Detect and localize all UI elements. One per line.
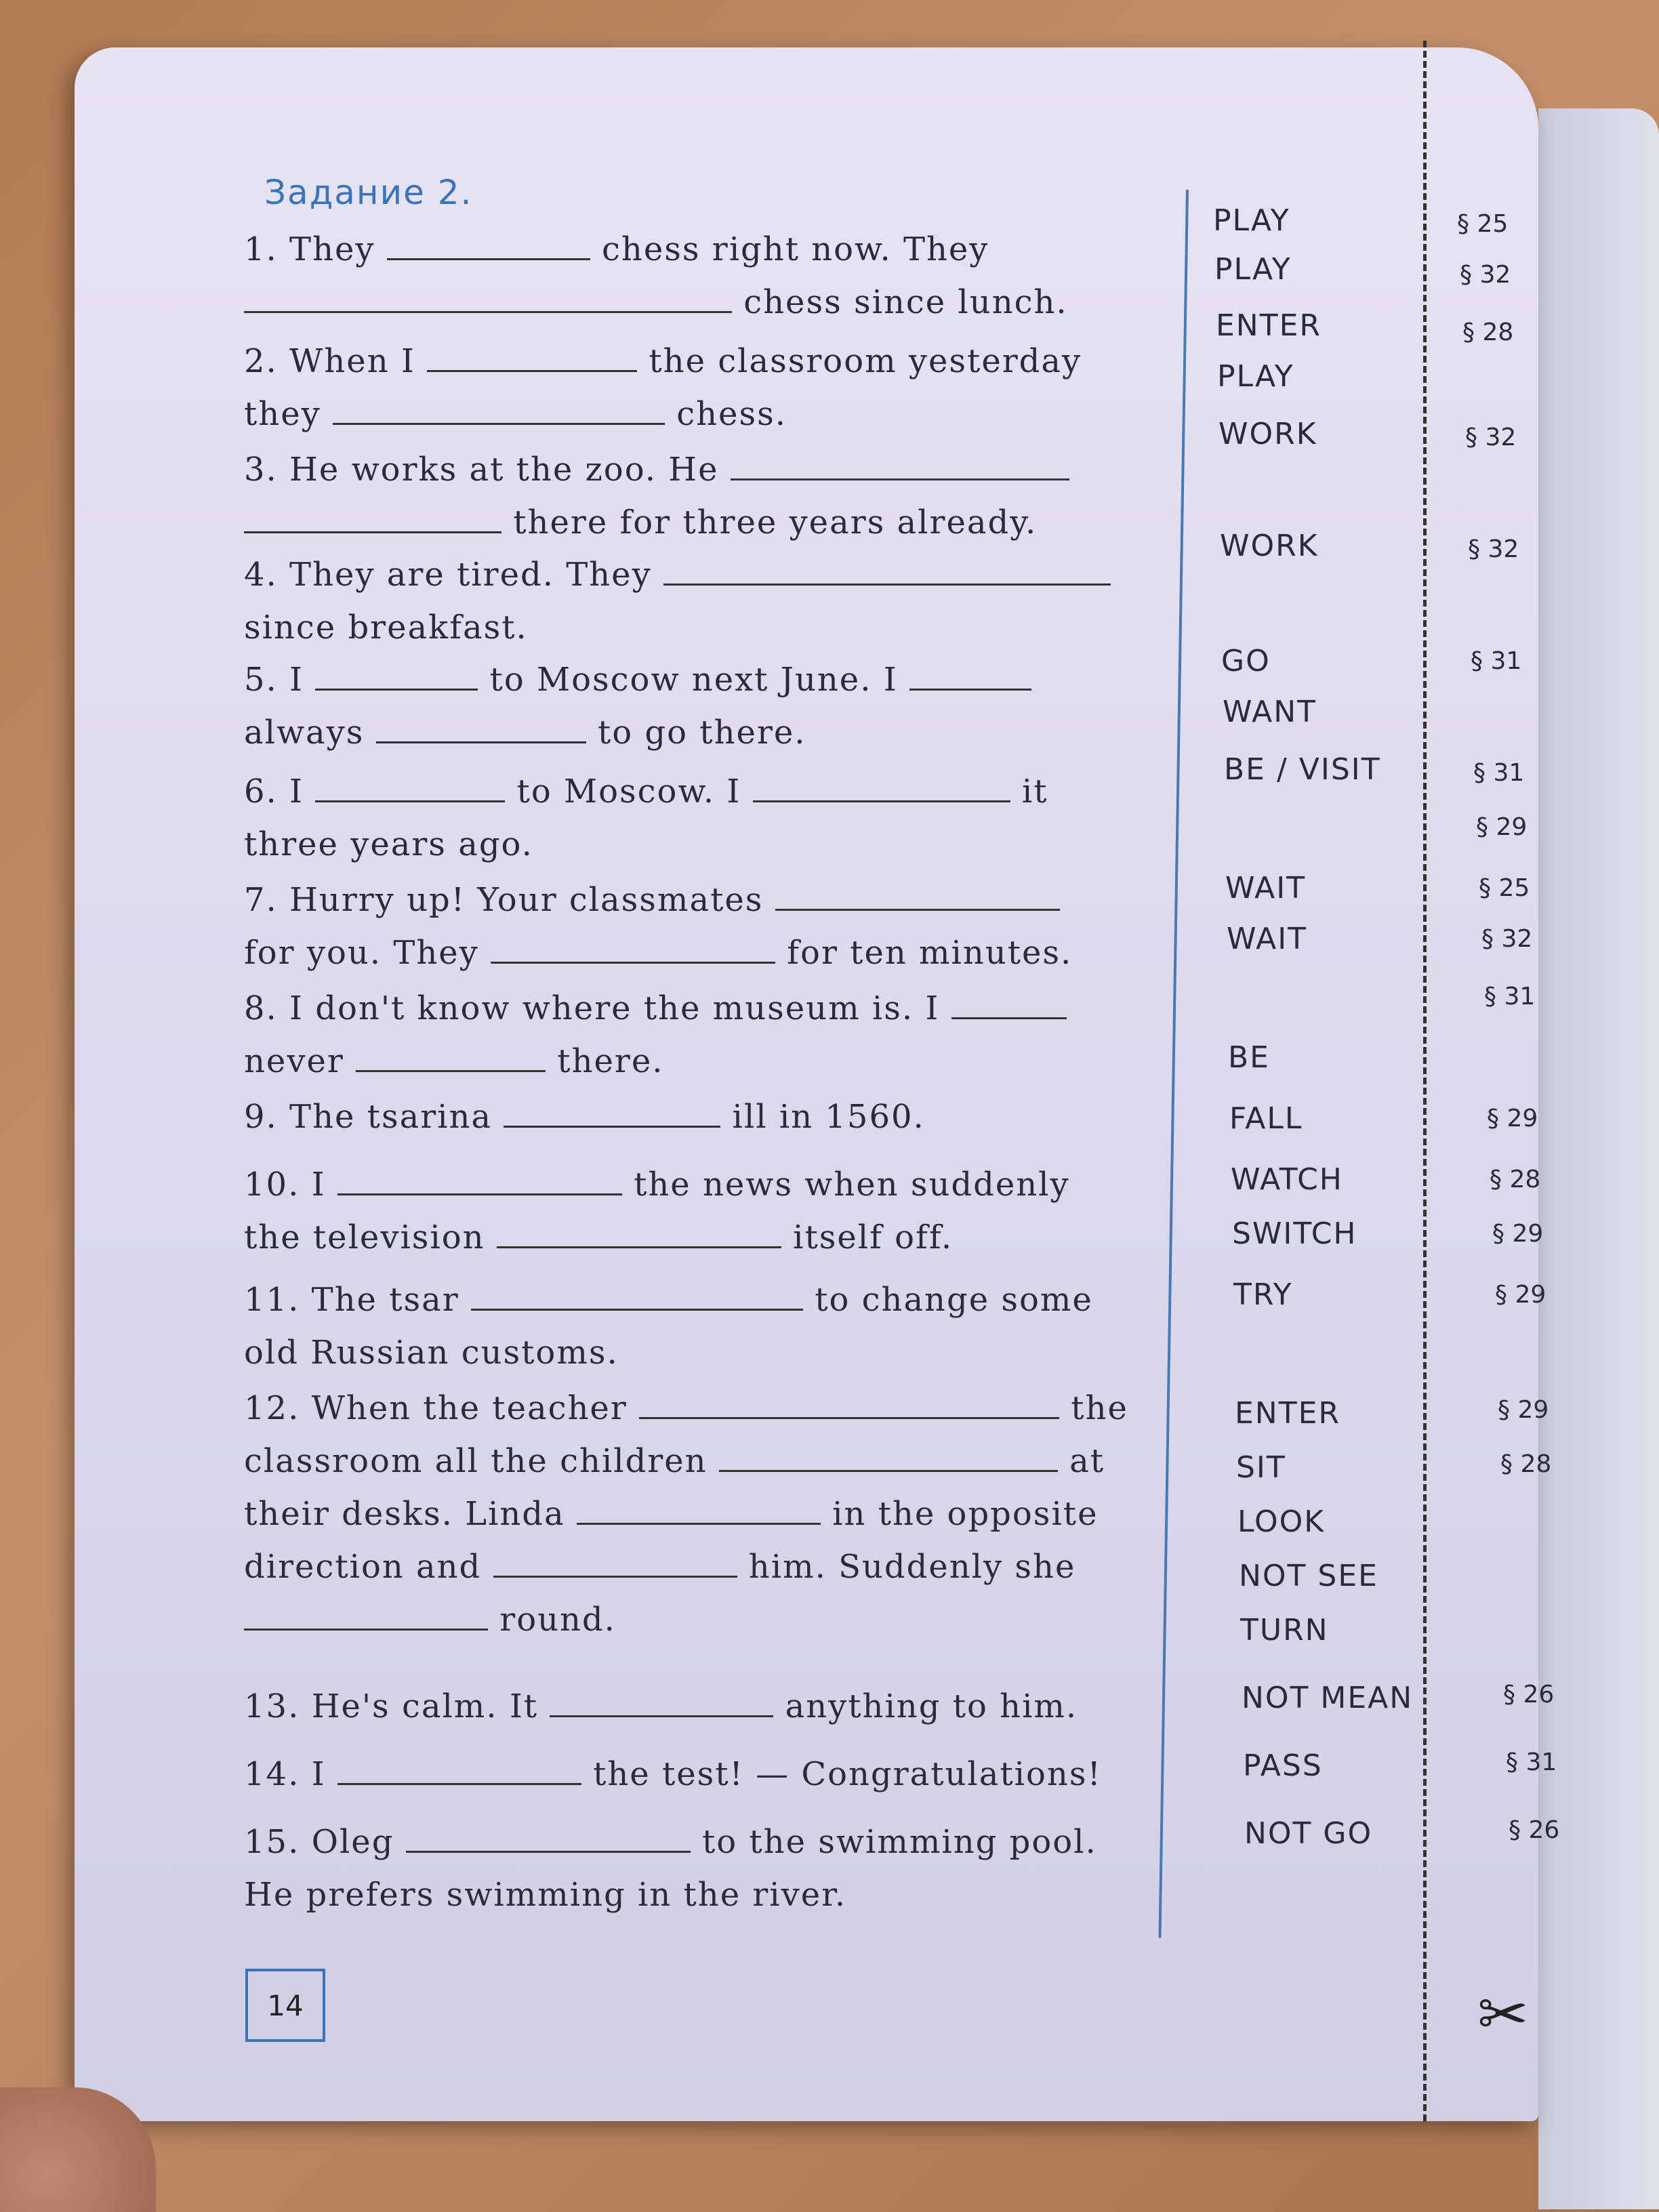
answer-blank[interactable] (504, 1099, 720, 1128)
verb-hint: NOT GO (1244, 1816, 1373, 1851)
answer-blank[interactable] (951, 990, 1067, 1019)
verb-hint: PASS (1243, 1748, 1323, 1783)
page-number: 14 (245, 1969, 325, 2042)
exercise-line (244, 1876, 846, 1914)
verb-hint: NOT SEE (1239, 1559, 1378, 1593)
paragraph-ref: § 29 (1492, 1220, 1544, 1248)
exercise-text: there for three years already. (501, 504, 1038, 541)
answer-blank[interactable] (333, 396, 665, 425)
exercise-line (244, 1334, 619, 1372)
exercise-text: 2. When I (244, 342, 428, 380)
exercise-text: 3. He works at the zoo. He (244, 451, 731, 489)
underlying-page (1538, 108, 1659, 2209)
verb-hint: PLAY (1213, 203, 1290, 238)
exercise-text: 13. He's calm. It (244, 1687, 550, 1725)
paragraph-ref: § 29 (1476, 813, 1528, 841)
answer-blank[interactable] (753, 773, 1010, 802)
task-title: Задание 2. (264, 173, 473, 212)
exercise-line (244, 881, 1060, 919)
verb-hint: ENTER (1216, 308, 1322, 343)
exercise-text: to Moscow next June. I (478, 661, 909, 699)
exercise-line (244, 1823, 1097, 1861)
exercise-text: ill in 1560. (720, 1098, 925, 1136)
exercise-text: three years ago. (244, 825, 533, 863)
exercise-line (244, 1166, 1070, 1204)
exercise-line (244, 825, 533, 863)
exercise-text: 8. I don't know where the museum is. I (244, 989, 951, 1027)
verb-hint: NOT MEAN (1242, 1681, 1414, 1715)
exercise-text: to Moscow. I (505, 773, 753, 811)
exercise-text: 12. When the teacher (244, 1389, 640, 1427)
paragraph-ref: § 31 (1471, 647, 1522, 675)
verb-hint: TURN (1240, 1613, 1329, 1647)
answer-blank[interactable] (315, 773, 505, 802)
answer-blank[interactable] (406, 1824, 691, 1853)
exercise-text: him. Suddenly she (737, 1548, 1076, 1586)
paragraph-ref: § 29 (1495, 1281, 1547, 1309)
exercise-text: 5. I (244, 661, 316, 699)
exercise-text: 10. I (244, 1166, 337, 1204)
verb-hint: WATCH (1231, 1162, 1343, 1197)
exercise-text: there. (546, 1042, 664, 1080)
verb-hint: WANT (1223, 695, 1317, 729)
exercise-line (244, 773, 1048, 811)
verb-hint: BE / VISIT (1224, 752, 1381, 787)
verb-hint: WAIT (1227, 922, 1308, 956)
exercise-line (244, 989, 1067, 1027)
scissors-icon: ✂ (1477, 1979, 1529, 2050)
exercise-text: 4. They are tired. They (244, 556, 663, 594)
exercise-line (244, 395, 787, 433)
verb-hint: GO (1221, 644, 1271, 678)
answer-blank[interactable] (337, 1756, 581, 1785)
verb-hint: SWITCH (1232, 1216, 1357, 1251)
paragraph-ref: § 28 (1500, 1450, 1552, 1478)
paragraph-ref: § 25 (1479, 874, 1530, 902)
exercise-text: since breakfast. (244, 609, 528, 647)
paragraph-ref: § 26 (1509, 1816, 1560, 1844)
verb-hint: FALL (1229, 1101, 1303, 1136)
verb-hint: BE (1228, 1040, 1270, 1075)
answer-blank[interactable] (775, 882, 1060, 911)
exercise-line (244, 1495, 1098, 1533)
answer-blank[interactable] (427, 343, 637, 372)
paragraph-ref: § 29 (1498, 1396, 1549, 1424)
exercise-text: classroom all the children (244, 1442, 719, 1480)
exercise-line (244, 609, 528, 647)
exercise-text: at (1057, 1442, 1105, 1480)
answer-blank[interactable] (376, 714, 586, 743)
exercise-line (244, 1098, 925, 1136)
answer-blank[interactable] (550, 1688, 773, 1717)
exercise-line (244, 342, 1082, 380)
exercise-line (244, 504, 1037, 541)
answer-blank[interactable] (493, 1549, 737, 1578)
exercise-text: to change some (802, 1281, 1093, 1319)
verb-hint: ENTER (1235, 1396, 1340, 1431)
exercise-text: chess since lunch. (732, 283, 1068, 321)
paragraph-ref: § 32 (1460, 261, 1511, 289)
answer-blank[interactable] (731, 451, 1069, 480)
exercise-text: itself off. (781, 1218, 954, 1256)
exercise-text: 15. Oleg (244, 1823, 406, 1861)
answer-blank[interactable] (663, 556, 1111, 586)
exercise-line (244, 1687, 1078, 1725)
answer-blank[interactable] (244, 504, 501, 533)
exercise-text: the test! — Congratulations! (581, 1755, 1102, 1793)
exercise-text: 6. I (244, 773, 316, 811)
exercise-line (244, 1281, 1093, 1319)
verb-hint: TRY (1233, 1277, 1293, 1312)
paragraph-ref: § 31 (1484, 983, 1536, 1010)
answer-blank[interactable] (719, 1443, 1058, 1472)
exercise-text: chess right now. They (590, 230, 989, 268)
exercise-line (244, 1548, 1076, 1586)
exercise-line (244, 1755, 1102, 1793)
paragraph-ref: § 32 (1465, 424, 1517, 451)
exercise-text: they (244, 395, 333, 433)
answer-blank[interactable] (356, 1043, 546, 1072)
exercise-text: for you. They (244, 934, 491, 972)
cut-line (1423, 41, 1427, 2121)
exercise-text: for ten minutes. (775, 934, 1073, 972)
exercise-text: the television (244, 1218, 497, 1256)
exercise-line (244, 1601, 616, 1639)
verb-hint: PLAY (1214, 252, 1292, 287)
answer-blank[interactable] (639, 1390, 1059, 1419)
answer-blank[interactable] (387, 231, 590, 260)
exercise-text: round. (488, 1601, 616, 1639)
exercise-text: direction and (244, 1548, 493, 1586)
exercise-text: the classroom yesterday (637, 342, 1082, 380)
paragraph-ref: § 31 (1506, 1748, 1557, 1776)
paragraph-ref: § 28 (1490, 1166, 1541, 1193)
paragraph-ref: § 31 (1473, 759, 1525, 787)
exercise-line (244, 934, 1072, 972)
paragraph-ref: § 32 (1481, 925, 1533, 953)
exercise-text: the (1059, 1389, 1128, 1427)
exercise-line (244, 283, 1068, 321)
exercise-text: their desks. Linda (244, 1495, 577, 1533)
exercise-line (244, 661, 1031, 699)
exercise-text: He prefers swimming in the river. (244, 1876, 847, 1914)
verb-hint: SIT (1236, 1450, 1286, 1485)
exercise-text: 11. The tsar (244, 1281, 471, 1319)
verb-hint: WAIT (1225, 871, 1307, 905)
exercise-text: chess. (664, 395, 787, 433)
exercise-line (244, 1218, 953, 1256)
exercise-line (244, 556, 1111, 594)
exercise-text: never (244, 1042, 356, 1080)
answer-blank[interactable] (471, 1282, 803, 1311)
exercise-text: in the opposite (820, 1495, 1099, 1533)
paragraph-ref: § 28 (1462, 319, 1514, 346)
exercise-text: to go there. (586, 714, 806, 752)
exercise-text: 1. They (244, 230, 387, 268)
exercise-text: to the swimming pool. (690, 1823, 1097, 1861)
answer-blank[interactable] (577, 1496, 821, 1525)
exercise-line (244, 1442, 1105, 1480)
exercise-text: 7. Hurry up! Your classmates (244, 881, 775, 919)
verb-hint: WORK (1218, 417, 1317, 451)
answer-blank[interactable] (337, 1166, 622, 1195)
exercise-line (244, 1042, 664, 1080)
paragraph-ref: § 29 (1487, 1105, 1538, 1132)
answer-blank[interactable] (244, 284, 732, 313)
exercise-line (244, 451, 1069, 489)
exercise-text: anything to him. (773, 1687, 1078, 1725)
exercise-line (244, 1389, 1128, 1427)
exercise-text: 9. The tsarina (244, 1098, 504, 1136)
answer-blank[interactable] (315, 661, 478, 691)
answer-blank[interactable] (909, 661, 1031, 691)
exercise-line (244, 230, 989, 268)
verb-hint: WORK (1220, 529, 1319, 563)
exercise-text: always (244, 714, 376, 752)
exercise-text: the news when suddenly (621, 1166, 1070, 1204)
answer-blank[interactable] (491, 935, 775, 964)
answer-blank[interactable] (497, 1219, 781, 1248)
paragraph-ref: § 32 (1468, 535, 1519, 563)
exercise-line (244, 714, 806, 752)
exercise-text: it (1010, 773, 1048, 811)
verb-hint: LOOK (1237, 1504, 1326, 1539)
exercise-text: 14. I (244, 1755, 337, 1793)
verb-hint: PLAY (1217, 359, 1294, 394)
exercise-text: old Russian customs. (244, 1334, 619, 1372)
answer-blank[interactable] (244, 1601, 488, 1631)
paragraph-ref: § 26 (1503, 1681, 1555, 1708)
paragraph-ref: § 25 (1457, 210, 1509, 238)
